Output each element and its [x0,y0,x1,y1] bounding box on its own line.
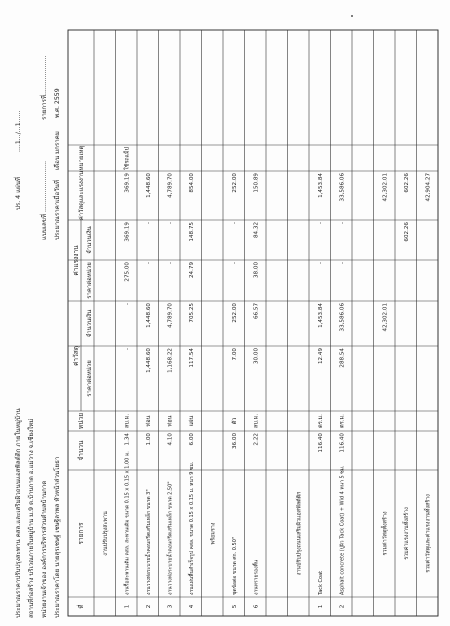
cell-description: งานปรับปรุงถนนเสริมผิวแอสฟัลต์ติก [296,491,303,576]
year-label: พ.ศ. 2559 [54,88,61,118]
table-row [295,492,302,576]
cell-labor-unit-price: 275.00 [124,262,131,282]
cell-labor-amount: 602.26 [403,222,410,242]
header-labor-unit-price: ราคาต่อหน่วย [86,262,93,299]
cell-material-unit-price: 30.00 [253,348,260,365]
cell-total: 854.00 [188,173,195,193]
cell-labor-amount: - [231,222,238,225]
item-value: .................... [41,55,48,95]
cell-material-amount: 33,586.06 [339,303,346,332]
cell-quantity: 6.00 [188,433,195,446]
title-line-2: สถานที่ก่อสร้าง บริเวณภายในหมู่บ้าน ม.9 ต.บ้านกาด อ.แม่วาง จ.เชียงใหม่ [28,418,35,618]
estimate-date-label: ประมาณราคาเมื่อวันที่ [54,180,61,240]
cell-unit: ลบ.ม. [124,413,131,429]
cell-unit: แผ่น [188,415,195,427]
cell-no: 2 [339,604,346,609]
cell-description: พร้อมราง [210,522,217,545]
cell-labor-amount: - [339,222,346,225]
cell-no: 6 [253,604,260,609]
header-labor-amount: จำนวนเงิน [86,226,93,254]
cell-description: งานวางท่อระบายน้ำคอนกรีตเสริมเหล็ก ขนาด 3" [145,489,152,595]
cell-labor-unit-price: - [145,262,152,265]
table-row [209,522,216,544]
cell-labor-unit-price: - [167,262,174,265]
header-quantity: จำนวน [77,440,85,461]
cell-labor-amount: 148.75 [188,222,195,242]
header-material-unit-price: ราคาต่อหน่วย [86,360,93,397]
table-row [102,511,109,556]
cell-quantity: 116.40 [317,433,324,453]
sheet-number: ....1.../...1...... [15,110,22,152]
header-unit: หน่วย [77,412,85,430]
cell-material-amount: 1,453.84 [317,303,324,328]
estimate-date-value: เดือน มกราคม [54,131,61,170]
cell-material-amount: 252.00 [231,303,238,323]
cell-quantity: 2.22 [253,433,260,446]
form-value: .......................... [41,160,48,212]
cell-description: งานวางท่อระบายน้ำคอนกรีตเสริมเหล็ก ขนาด 2.50" [167,481,174,595]
cell-labor-amount: - [167,222,174,225]
cell-total: 1,448.60 [145,173,152,198]
header-material-amount: จำนวนเงิน [86,309,93,338]
cell-material-unit-price: 288.54 [339,348,346,368]
header-no: ที่ [78,604,85,609]
owner-line: หน่วยงานเจ้าของ องค์การบริหารส่วนตำบลบ้านกาด [41,480,48,618]
scan-dot [351,15,353,17]
cell-quantity: 116.40 [339,433,346,453]
cell-total: 42,904.27 [425,173,432,202]
cell-labor-amount: 369.19 [124,222,131,242]
header-description: รายการ [77,522,85,545]
cell-material-unit-price: 117.54 [188,348,195,368]
cell-description: งานปรับปรุงสะพาน [102,511,109,556]
cell-quantity: 1.00 [145,433,152,446]
cell-material-unit-price: 1,168.22 [167,348,174,373]
header-remarks: หมายเหตุ [78,145,85,171]
cell-total: 252.00 [231,173,238,193]
cell-description: Asphalt concrete (ปูผิว Tack Coat) + Wid 4 หนา 5 ซม. [339,465,346,595]
cell-unit: ท่อน [167,415,174,427]
cell-material-amount: 42,302.01 [382,303,389,332]
cell-total: 4,789.70 [167,173,174,198]
cell-total: 42,302.01 [382,173,389,202]
cell-material-amount: 1,448.60 [145,303,152,328]
cell-labor-amount: - [317,222,324,225]
header-labor-group: ค่าแรงงาน [72,245,80,276]
cell-no: 1 [317,604,324,609]
cell-labor-amount: - [145,222,152,225]
cell-material-amount: - [124,303,131,306]
cell-material-amount: 705.25 [188,303,195,323]
cell-material-unit-price: 1,448.60 [145,348,152,373]
cell-material-amount: 66.57 [253,303,260,320]
cell-description: งานทรายรองพื้น [253,559,260,595]
cell-material-unit-price: 12.49 [317,348,324,365]
cell-description: รวมค่าวัสดุทั้งสร้าง [382,511,389,556]
cell-no: 1 [124,604,131,609]
cell-description: งานแผ่นพื้นสำเร็จรูป คสล. ขนาด 0.15 x 0.15 ม. หนา 9 ซม. [188,461,195,595]
cell-labor-unit-price: - [231,262,238,265]
cell-description: งานรื้อสะพานเดิม คสล. สะพานเดิม ขนาด 0.15 x 0.15 x 1.00 ม. [124,451,131,595]
cell-total: 1,453.84 [317,173,324,198]
cell-description: ชุดข้อต่อ ขนาด ศก. 0.50" [231,536,238,595]
cell-unit: ตัว [231,417,238,425]
cell-quantity: 4.10 [167,433,174,446]
cell-no: 5 [231,604,238,609]
cell-labor-unit-price: - [317,262,324,265]
header-material-group: ค่าวัสดุ [72,346,80,366]
cell-unit: ท่อน [145,415,152,427]
cell-description: Tack Coat [317,570,324,595]
cell-description: รวมค่าวัสดุและค่าแรงงานทั้งสร้าง [425,494,432,573]
cell-labor-unit-price: 38.00 [253,262,260,279]
cell-total: 150.89 [253,173,260,193]
title-line-1: ประมาณราคาปรับปรุงสะพาน คสล.และเสริมผิวถนนแอสฟัลต์ติก ภายในหมู่บ้าน [15,408,22,618]
cell-remarks: ใช้รถแม็ป [124,147,131,170]
cell-total: 33,586.06 [339,173,346,202]
cell-unit: ตร.ม. [317,414,324,428]
cell-labor-unit-price: 24.79 [188,262,195,279]
cell-labor-unit-price: - [339,262,346,265]
item-label: รายการที่ [41,94,48,120]
cell-unit: ลบ.ม. [253,413,260,429]
cell-unit: ตร.ม. [339,414,346,428]
cell-total: 602.26 [403,173,410,193]
cell-material-amount: 4,789.70 [167,303,174,328]
cell-material-unit-price: - [124,348,131,351]
cell-no: 2 [145,604,152,609]
estimator-line: ประมาณราคาโดย นายสุรเชษฐ์ เชษฐิลาพล หัวหน้าส่วนโยธา [54,456,61,618]
cell-description: รวมค่าแรงงานทั้งสร้าง [403,507,410,560]
cell-no: 3 [167,604,174,609]
cell-quantity: 36.00 [231,433,238,450]
header-total: ค่าวัสดุและแรงงาน [78,170,85,221]
cell-material-unit-price: 7.00 [231,348,238,361]
form-code: ปร. 4 แผ่นที่ [15,176,22,210]
cell-total: 369.19 [124,173,131,193]
cell-quantity: 1.34 [124,433,131,446]
form-label: แบบเลขที่ [41,213,48,240]
cell-no: 4 [188,604,195,609]
cell-labor-amount: 84.32 [253,222,260,239]
